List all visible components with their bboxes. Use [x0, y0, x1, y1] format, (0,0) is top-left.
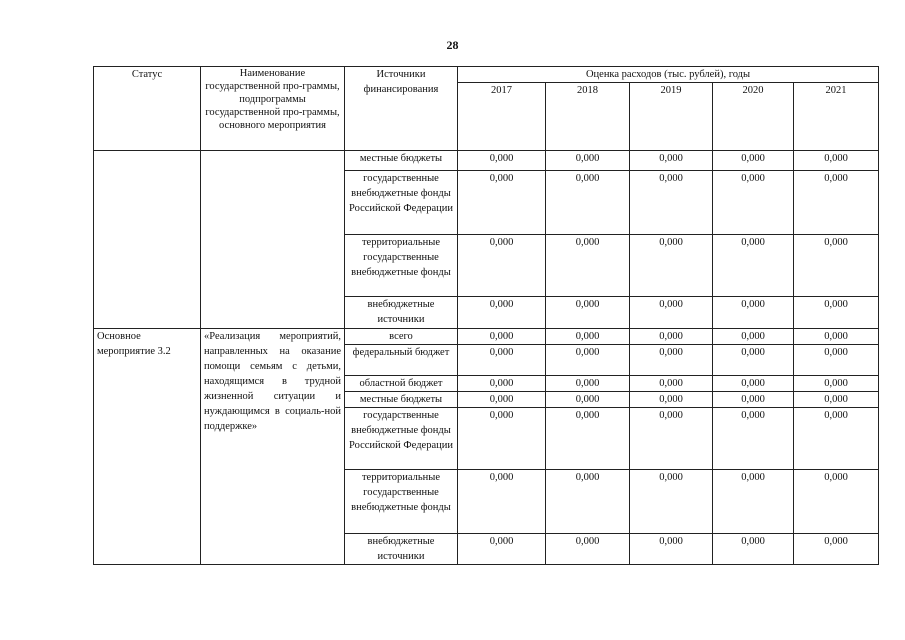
value-cell: 0,000: [713, 151, 794, 171]
status-cell: Основное мероприятие 3.2: [94, 329, 201, 565]
value-cell: 0,000: [713, 470, 794, 534]
header-year: 2020: [713, 83, 794, 151]
value-cell: 0,000: [546, 392, 630, 408]
value-cell: 0,000: [546, 470, 630, 534]
value-cell: 0,000: [713, 408, 794, 470]
value-cell: 0,000: [458, 329, 546, 345]
event-name-cell: «Реализация мероприятий, направленных на оказание помощи семьям с детьми, находящимся в трудной жизненной ситуации и нуждающимся в социаль-ной поддержке»: [201, 329, 345, 565]
value-cell: 0,000: [458, 392, 546, 408]
value-cell: 0,000: [713, 235, 794, 297]
source-cell: областной бюджет: [345, 376, 458, 392]
status-cell-empty: [94, 151, 201, 329]
value-cell: 0,000: [458, 345, 546, 376]
value-cell: 0,000: [546, 408, 630, 470]
value-cell: 0,000: [546, 171, 630, 235]
table-row: [94, 329, 879, 345]
value-cell: 0,000: [630, 151, 713, 171]
value-cell: 0,000: [458, 470, 546, 534]
value-cell: 0,000: [713, 376, 794, 392]
table-row: [94, 151, 879, 171]
value-cell: 0,000: [630, 534, 713, 565]
value-cell: 0,000: [794, 345, 879, 376]
value-cell: 0,000: [630, 297, 713, 329]
budget-table: [93, 66, 879, 565]
value-cell: 0,000: [630, 235, 713, 297]
source-cell: государственные внебюджетные фонды Российской Федерации: [345, 408, 458, 470]
value-cell: 0,000: [713, 171, 794, 235]
value-cell: 0,000: [458, 235, 546, 297]
header-estimate: Оценка расходов (тыс. рублей), годы: [458, 67, 879, 83]
value-cell: 0,000: [630, 392, 713, 408]
source-cell: местные бюджеты: [345, 392, 458, 408]
value-cell: 0,000: [794, 392, 879, 408]
source-cell: внебюджетные источники: [345, 534, 458, 565]
header-name: Наименование государственной про-граммы, подпрограммы государственной про-граммы, основного мероприятия: [201, 67, 345, 151]
value-cell: 0,000: [794, 235, 879, 297]
value-cell: 0,000: [794, 470, 879, 534]
header-sources: Источники финансирования: [345, 67, 458, 151]
value-cell: 0,000: [630, 345, 713, 376]
header-year: 2019: [630, 83, 713, 151]
value-cell: 0,000: [794, 151, 879, 171]
header-row: [94, 67, 879, 83]
value-cell: 0,000: [794, 297, 879, 329]
value-cell: 0,000: [546, 329, 630, 345]
value-cell: 0,000: [458, 408, 546, 470]
value-cell: 0,000: [630, 171, 713, 235]
value-cell: 0,000: [794, 408, 879, 470]
value-cell: 0,000: [630, 470, 713, 534]
value-cell: 0,000: [713, 392, 794, 408]
value-cell: 0,000: [458, 376, 546, 392]
value-cell: 0,000: [794, 171, 879, 235]
value-cell: 0,000: [794, 534, 879, 565]
value-cell: 0,000: [546, 235, 630, 297]
value-cell: 0,000: [458, 534, 546, 565]
value-cell: 0,000: [794, 329, 879, 345]
source-cell: местные бюджеты: [345, 151, 458, 171]
header-year: 2018: [546, 83, 630, 151]
name-cell-empty: [201, 151, 345, 329]
source-cell: территориальные государственные внебюджетные фонды: [345, 470, 458, 534]
value-cell: 0,000: [546, 151, 630, 171]
value-cell: 0,000: [713, 345, 794, 376]
source-cell: внебюджетные источники: [345, 297, 458, 329]
page-number: 28: [446, 38, 459, 52]
value-cell: 0,000: [630, 376, 713, 392]
header-status: Статус: [94, 67, 201, 151]
value-cell: 0,000: [546, 376, 630, 392]
value-cell: 0,000: [546, 345, 630, 376]
source-cell: федеральный бюджет: [345, 345, 458, 376]
value-cell: 0,000: [794, 376, 879, 392]
value-cell: 0,000: [713, 534, 794, 565]
value-cell: 0,000: [630, 408, 713, 470]
header-year: 2021: [794, 83, 879, 151]
value-cell: 0,000: [630, 329, 713, 345]
source-cell: государственные внебюджетные фонды Российской Федерации: [345, 171, 458, 235]
value-cell: 0,000: [458, 297, 546, 329]
source-cell: территориальные государственные внебюджетные фонды: [345, 235, 458, 297]
value-cell: 0,000: [458, 151, 546, 171]
source-cell: всего: [345, 329, 458, 345]
header-year: 2017: [458, 83, 546, 151]
value-cell: 0,000: [546, 297, 630, 329]
value-cell: 0,000: [713, 297, 794, 329]
value-cell: 0,000: [713, 329, 794, 345]
value-cell: 0,000: [458, 171, 546, 235]
value-cell: 0,000: [546, 534, 630, 565]
